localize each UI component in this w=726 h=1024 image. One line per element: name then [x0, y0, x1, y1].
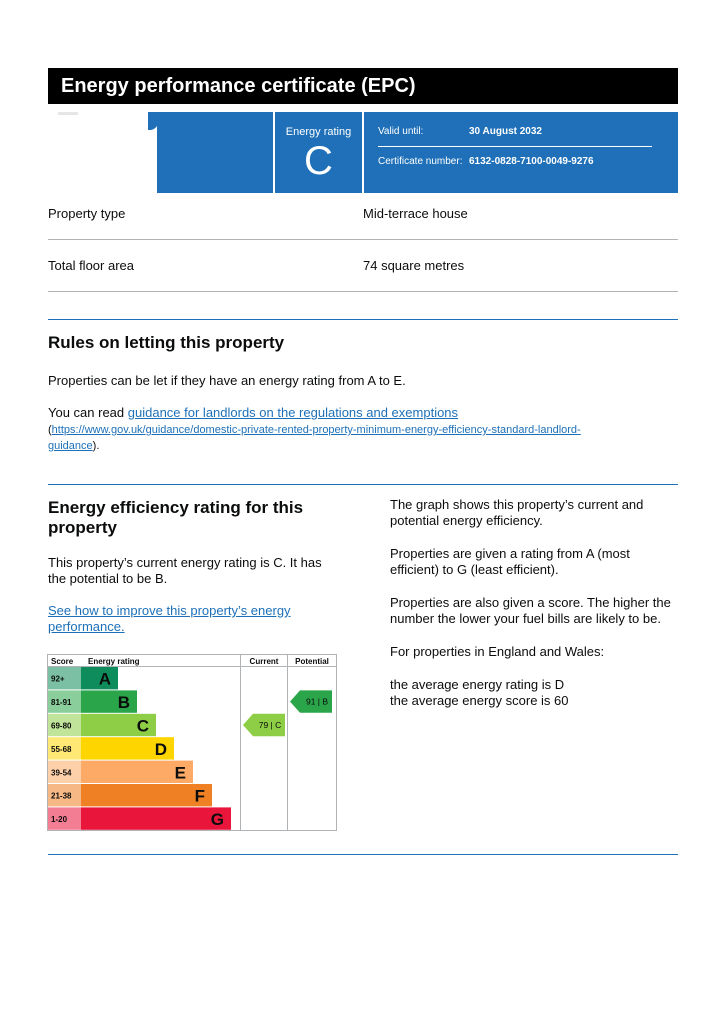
score-range-label: 55-68: [51, 744, 72, 754]
score-range-label: 1-20: [51, 815, 68, 825]
text-line: The graph shows this property’s current and: [390, 497, 644, 512]
score-range-label: 39-54: [51, 768, 72, 778]
url-open-paren: (: [48, 424, 52, 436]
averages: [390, 677, 569, 709]
url-close-paren: ).: [92, 440, 100, 452]
current-rating-line: the potential to be B.: [48, 571, 168, 586]
improve-link[interactable]: [48, 603, 291, 635]
rating-header: Energy rating: [88, 657, 140, 666]
property-type-label: Property type: [48, 206, 126, 221]
graph-explanation: [390, 497, 643, 529]
band-letter: F: [194, 786, 205, 806]
guidance-url-link-cont[interactable]: guidance: [48, 440, 93, 452]
band-f-bar: [81, 784, 212, 806]
landlord-guidance-link[interactable]: guidance for landlords on the regulations and exemptions: [127, 405, 459, 420]
band-letter: C: [136, 716, 149, 736]
band-letter: A: [98, 669, 111, 689]
band-letter: B: [117, 693, 130, 713]
score-range-label: 81-91: [51, 698, 72, 708]
current-rating-line: This property’s current energy rating is C. It has: [48, 555, 322, 570]
energy-rating-label: Energy rating: [285, 126, 352, 138]
score-range-label: 92+: [51, 674, 65, 684]
property-type-value: Mid-terrace house: [363, 206, 468, 221]
text-line: potential energy efficiency.: [390, 513, 543, 528]
average-score: the average energy score is 60: [390, 693, 569, 708]
section-divider: [48, 854, 678, 855]
band-letter: E: [174, 763, 186, 783]
divider: [48, 291, 678, 292]
current-rating-marker-label: 79 | C: [258, 720, 282, 730]
score-header: Score: [51, 657, 74, 666]
score-range-label: 69-80: [51, 721, 72, 731]
region-note: For properties in England and Wales:: [390, 644, 605, 659]
page-title: Energy performance certificate (EPC): [48, 68, 678, 104]
valid-until-value: 30 August 2032: [469, 126, 542, 137]
logo-fragment: [58, 112, 158, 142]
valid-until-label: Valid until:: [378, 126, 424, 137]
potential-rating-marker-label: 91 | B: [305, 696, 329, 707]
average-rating: the average energy rating is D: [390, 677, 565, 692]
landlord-guidance-paragraph: [48, 405, 458, 421]
text-line: Properties are given a rating from A (most: [390, 546, 630, 561]
divider: [48, 239, 678, 240]
score-explanation: [390, 595, 671, 627]
header-left-panel: [157, 112, 273, 193]
floor-area-label: Total floor area: [48, 258, 134, 273]
section-divider: [48, 319, 678, 320]
efficiency-heading-line: property: [48, 518, 117, 537]
band-letter: G: [210, 810, 224, 830]
letting-paragraph: Properties can be let if they have an energy rating from A to E.: [48, 373, 406, 388]
band-g-bar: [81, 807, 231, 829]
rating-explanation: [390, 546, 630, 578]
improve-link-line[interactable]: performance.: [48, 619, 125, 634]
certificate-panel: [364, 112, 678, 193]
energy-rating-letter: C: [304, 139, 333, 183]
text-line: Properties are also given a score. The higher the: [390, 595, 671, 610]
floor-area-value: 74 square metres: [363, 258, 465, 273]
guidance-url-link[interactable]: https://www.gov.uk/guidance/domestic-private-rented-property-minimum-energy-efficiency-standard-landlord-: [51, 424, 581, 436]
improve-link-line[interactable]: See how to improve this property’s energy: [48, 603, 291, 618]
potential-header: Potential: [295, 657, 329, 666]
guidance-prefix: You can read: [48, 405, 128, 420]
current-header: Current: [249, 657, 279, 666]
text-line: efficient) to G (least efficient).: [390, 562, 559, 577]
score-range-label: 21-38: [51, 791, 72, 801]
current-rating-paragraph: [48, 555, 322, 587]
letting-heading: Rules on letting this property: [48, 333, 285, 352]
certificate-number-label: Certificate number:: [378, 156, 463, 167]
efficiency-heading-line: Energy efficiency rating for this: [48, 498, 304, 517]
energy-rating-panel: [275, 112, 362, 193]
certificate-number-value: 6132-0828-7100-0049-9276: [469, 156, 594, 167]
band-letter: D: [154, 739, 167, 759]
efficiency-heading: [48, 498, 303, 538]
text-line: number the lower your fuel bills are likely to be.: [390, 611, 661, 626]
section-divider: [48, 484, 678, 485]
energy-rating-chart: [47, 654, 338, 833]
header-divider: [378, 146, 652, 147]
guidance-url: [48, 422, 678, 454]
